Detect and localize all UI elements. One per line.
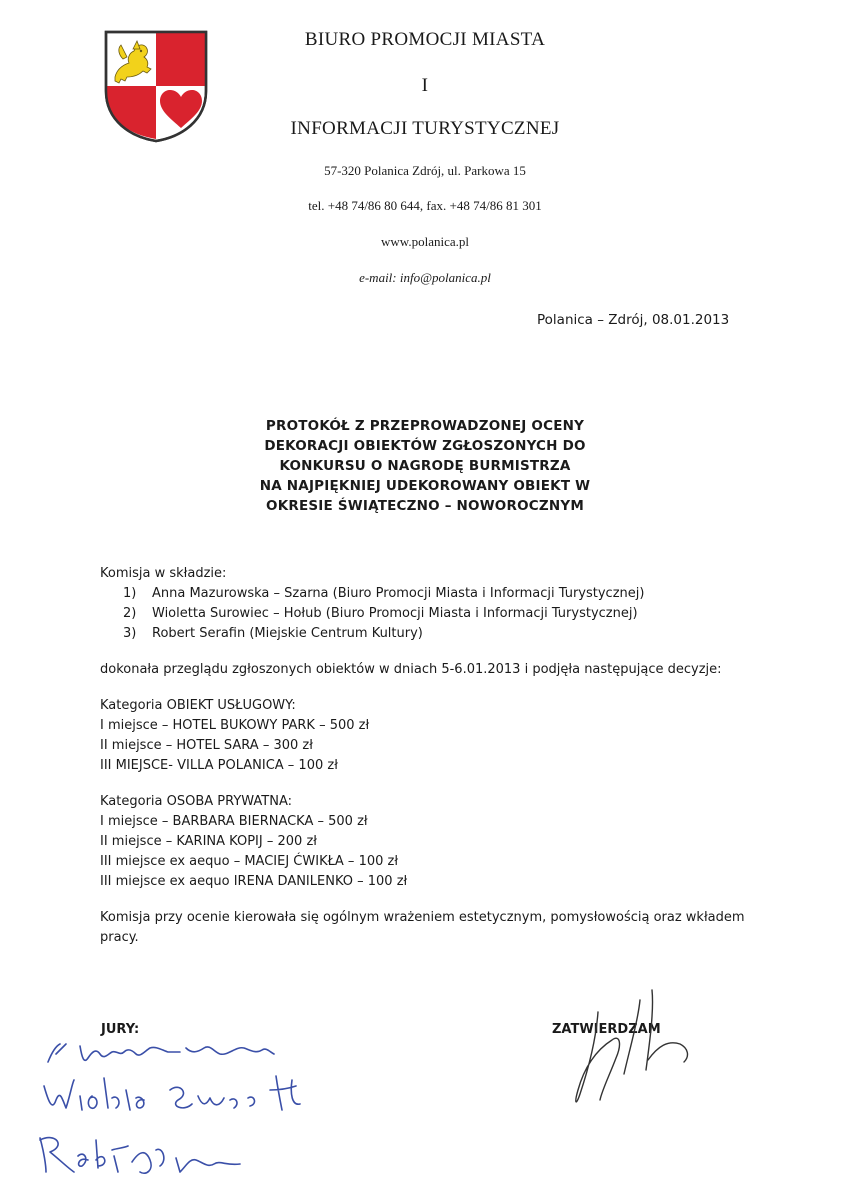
award-line: III miejsce ex aequo – MACIEJ ĆWIKŁA – 100 zł	[100, 854, 399, 869]
office-name-line3: INFORMACJI TURYSTYCZNEJ	[290, 118, 560, 139]
office-name-line1: BIURO PROMOCJI MIASTA	[304, 29, 546, 50]
category-heading-service: Kategoria OBIEKT USŁUGOWY:	[100, 698, 296, 713]
city-coat-of-arms-icon	[103, 29, 209, 143]
award-line: II miejsce – HOTEL SARA – 300 zł	[100, 738, 313, 753]
member-name: Robert Serafin (Miejskie Centrum Kultury)	[152, 626, 423, 641]
award-line: II miejsce – KARINA KOPIJ – 200 zł	[100, 834, 317, 849]
jury-signature-2	[44, 1076, 300, 1110]
approval-label: ZATWIERDZAM	[552, 1022, 661, 1037]
list-item	[100, 624, 760, 644]
category-heading-private: Kategoria OSOBA PRYWATNA:	[100, 794, 292, 809]
award-line: III miejsce ex aequo IRENA DANILENKO – 100 zł	[100, 874, 408, 889]
title-line: KONKURSU O NAGRODĘ BURMISTRZA	[279, 458, 571, 474]
list-number: 3)	[123, 626, 137, 641]
protocol-body	[100, 564, 760, 948]
jury-signature-1	[48, 1044, 274, 1062]
review-sentence: dokonała przeglądu zgłoszonych obiektów w dniach 5-6.01.2013 i podjęła następujące decyzje:	[100, 662, 722, 677]
commission-intro: Komisja w składzie:	[100, 566, 227, 581]
title-line: NA NAJPIĘKNIEJ UDEKOROWANY OBIEKT W	[259, 478, 591, 494]
document-date: Polanica – Zdrój, 08.01.2013	[537, 312, 730, 328]
award-line: I miejsce – BARBARA BIERNACKA – 500 zł	[100, 814, 368, 829]
approval-signature	[576, 990, 688, 1102]
closing-statement: Komisja przy ocenie kierowała się ogólnym wrażeniem estetycznym, pomysłowością oraz wkładem pracy.	[100, 910, 745, 945]
jury-label: JURY:	[101, 1022, 140, 1037]
office-email: e-mail: info@polanica.pl	[359, 270, 491, 285]
title-line: DEKORACJI OBIEKTÓW ZGŁOSZONYCH DO	[264, 438, 586, 454]
list-item	[100, 584, 760, 604]
document-title	[190, 416, 660, 516]
office-name-line2: I	[421, 75, 429, 96]
member-name: Wioletta Surowiec – Hołub (Biuro Promocji Miasta i Informacji Turystycznej)	[152, 606, 638, 621]
award-line: III MIEJSCE- VILLA POLANICA – 100 zł	[100, 758, 338, 773]
commission-members-list	[100, 584, 760, 644]
title-line: PROTOKÓŁ Z PRZEPROWADZONEJ OCENY	[265, 418, 585, 434]
office-phone: tel. +48 74/86 80 644, fax. +48 74/86 81 301	[308, 198, 542, 213]
office-address: 57-320 Polanica Zdrój, ul. Parkowa 15	[324, 163, 526, 178]
office-website: www.polanica.pl	[381, 234, 469, 249]
member-name: Anna Mazurowska – Szarna (Biuro Promocji Miasta i Informacji Turystycznej)	[152, 586, 645, 601]
award-line: I miejsce – HOTEL BUKOWY PARK – 500 zł	[100, 718, 370, 733]
list-number: 1)	[123, 586, 137, 601]
list-number: 2)	[123, 606, 137, 621]
jury-signature-3	[40, 1138, 240, 1174]
list-item	[100, 604, 760, 624]
title-line: OKRESIE ŚWIĄTECZNO – NOWOROCZNYM	[266, 498, 584, 514]
